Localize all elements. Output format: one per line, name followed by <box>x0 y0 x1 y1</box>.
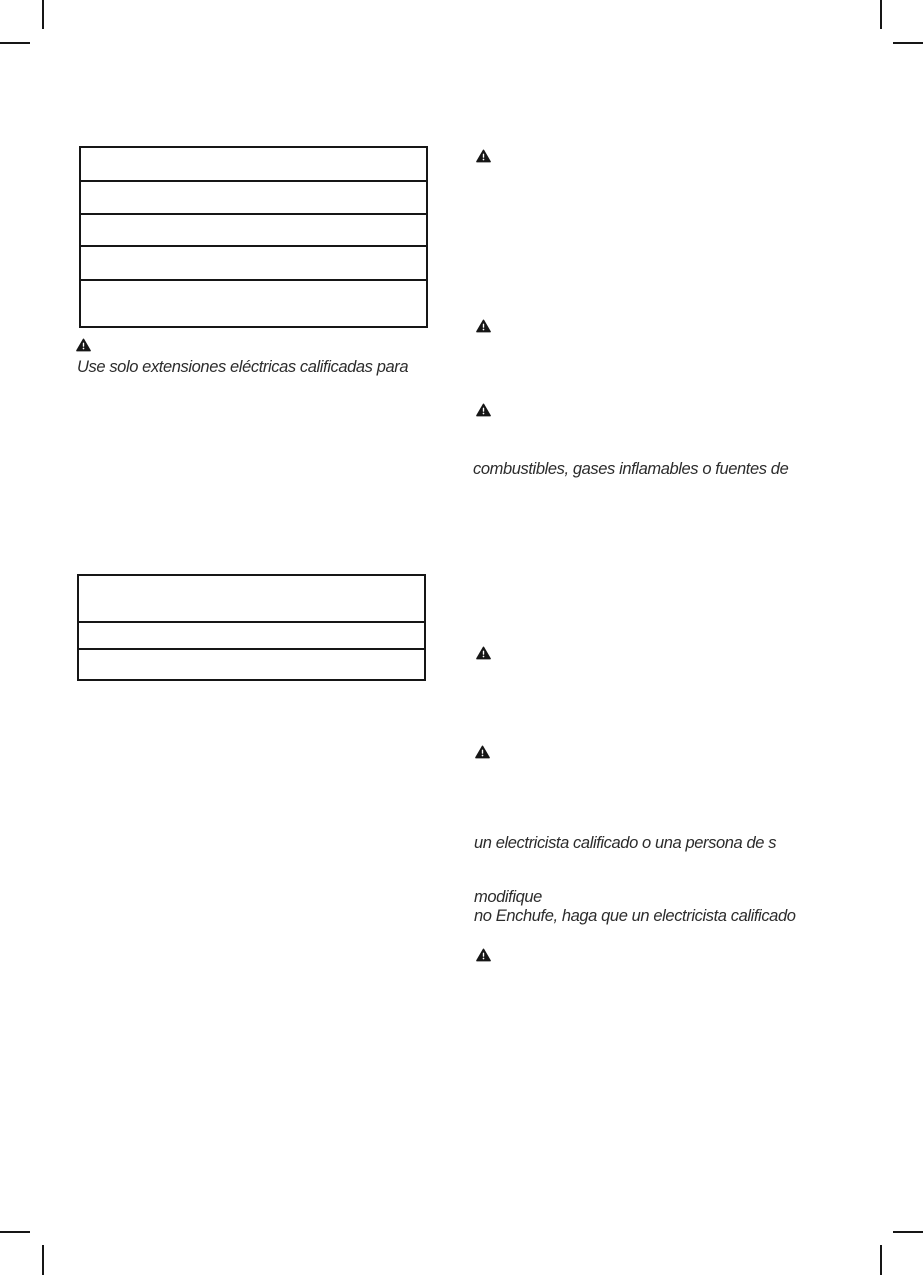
table-row <box>81 247 426 281</box>
residual-text-combustibles: combustibles, gases inflamables o fuentes de <box>473 460 789 478</box>
residual-text-enchufe: no Enchufe, haga que un electricista calificado <box>474 906 796 925</box>
table-row <box>79 576 424 623</box>
warning-icon <box>76 338 91 352</box>
spec-table <box>79 146 428 328</box>
warning-icon <box>476 403 491 417</box>
warning-icon <box>475 745 490 759</box>
residual-text-electricista: un electricista calificado o una persona de s <box>474 834 777 852</box>
residual-text-modifique: modifique <box>474 888 542 906</box>
crop-mark-top-right-horizontal <box>893 42 923 44</box>
crop-mark-bottom-left-horizontal <box>0 1231 30 1233</box>
crop-mark-top-right-vertical <box>880 0 882 29</box>
warning-icon <box>476 948 491 962</box>
table-row <box>81 281 426 326</box>
crop-mark-bottom-right-vertical <box>880 1245 882 1275</box>
table-row <box>81 215 426 247</box>
warning-icon <box>476 149 491 163</box>
table-row <box>79 623 424 650</box>
crop-mark-bottom-right-horizontal <box>893 1231 923 1233</box>
table-row <box>79 650 424 679</box>
crop-mark-top-left-horizontal <box>0 42 30 44</box>
crop-mark-bottom-left-vertical <box>42 1245 44 1275</box>
warning-icon <box>476 319 491 333</box>
crop-mark-top-left-vertical <box>42 0 44 29</box>
warning-icon <box>476 646 491 660</box>
residual-text-block <box>474 888 796 925</box>
power-table <box>77 574 426 681</box>
residual-text-use-solo: Use solo extensiones eléctricas calificadas para <box>77 358 409 376</box>
table-row <box>81 182 426 215</box>
table-row <box>81 148 426 182</box>
